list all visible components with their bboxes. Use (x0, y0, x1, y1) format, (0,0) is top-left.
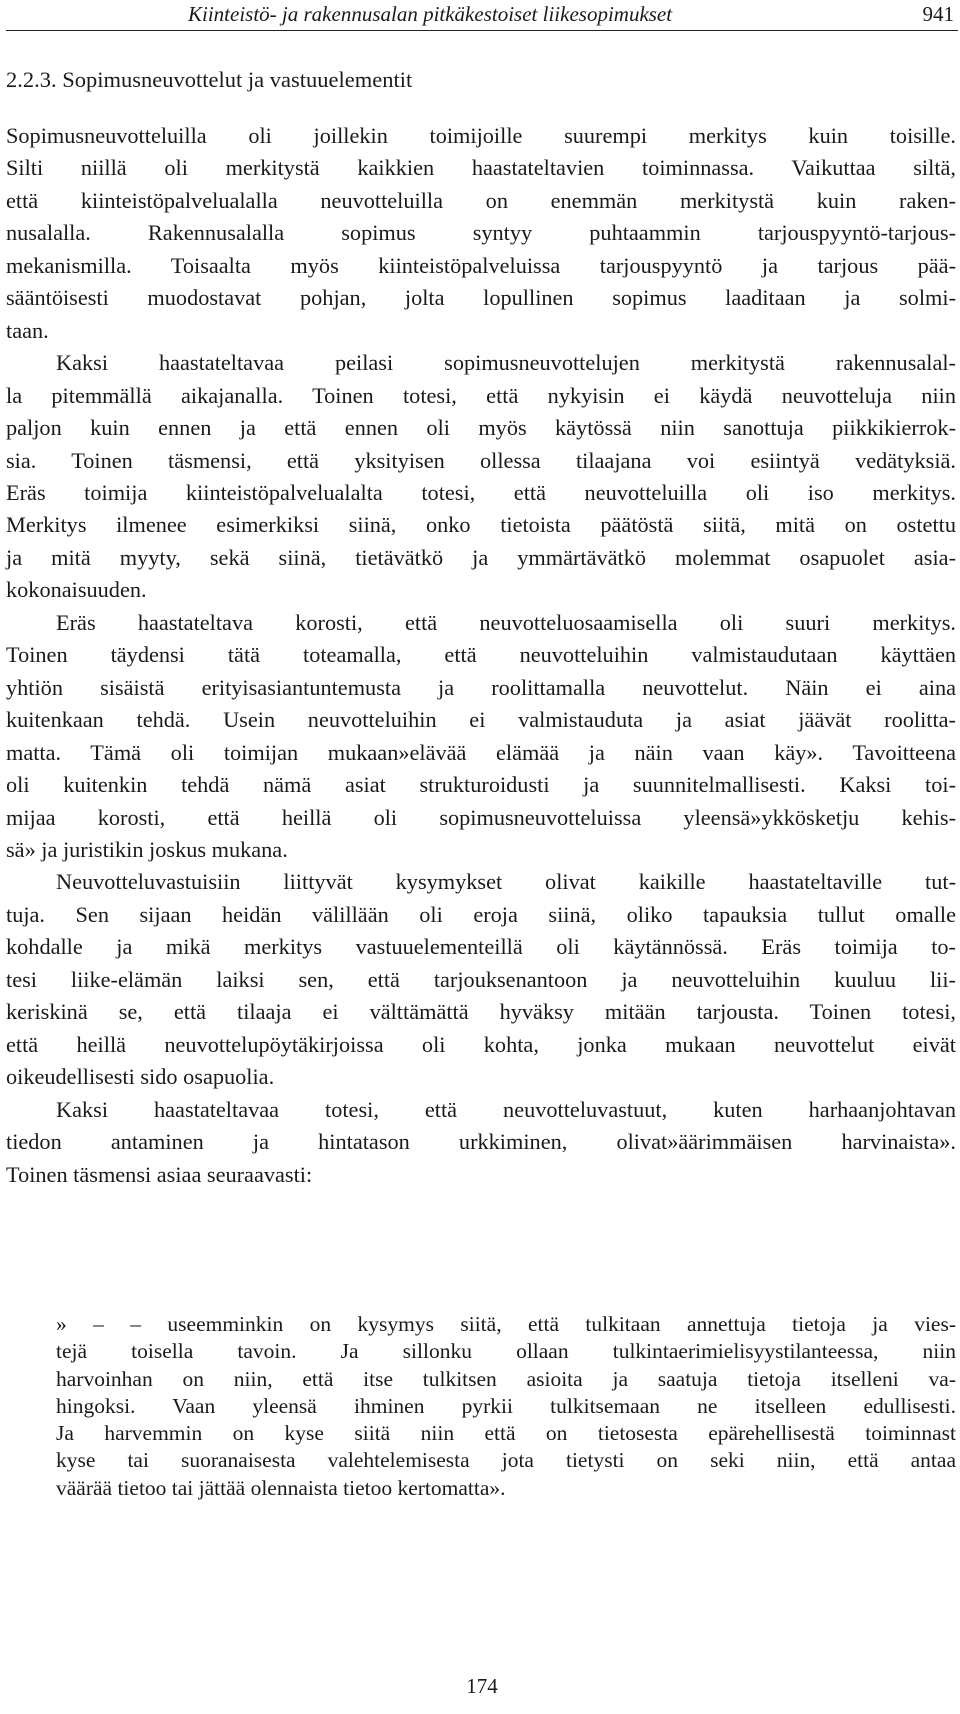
quote-line: kyse tai suoranaisesta valehtelemisesta jota tietysti on seki niin, että antaa (56, 1448, 956, 1473)
running-title: Kiinteistö- ja rakennusalan pitkäkestoiset liikesopimukset (188, 2, 673, 26)
text-line: mijaa korosti, että heillä oli sopimusneuvotteluissa yleensä»ykkösketju kehis- (6, 804, 956, 830)
running-header (6, 0, 958, 31)
quote-line: hingoksi. Vaan yleensä ihminen pyrkii tulkitsemaan ne itselleen edullisesti. (56, 1393, 956, 1418)
text-line: Silti niillä oli merkitystä kaikkien haastateltavien toiminnassa. Vaikuttaa siltä, (6, 155, 956, 181)
text-line: tuja. Sen sijaan heidän välillään oli eroja siinä, oliko tapauksia tullut omalle (6, 901, 956, 927)
text-line: Toinen täydensi tätä toteamalla, että neuvotteluihin valmistaudutaan käyttäen (6, 642, 956, 668)
text-line: mekanismilla. Toisaalta myös kiinteistöpalveluissa tarjouspyyntö ja tarjous pää- (6, 252, 956, 278)
text-line: tiedon antaminen ja hintatason urkkiminen, olivat»äärimmäisen harvinaista». (6, 1129, 956, 1155)
paragraph-1 (6, 120, 956, 347)
quote-line: väärää tietoo tai jättää olennaista tietoo kertomatta». (56, 1475, 506, 1500)
text-line: kokonaisuuden. (6, 577, 147, 603)
text-line: la pitemmällä aikajanalla. Toinen totesi, että nykyisin ei käydä neuvotteluja niin (6, 382, 956, 408)
text-line: matta. Tämä oli toimijan mukaan»elävää elämää ja näin vaan käy». Tavoitteena (6, 739, 956, 765)
text-line: Kaksi haastateltavaa totesi, että neuvotteluvastuut, kuten harhaanjohtavan (56, 1096, 956, 1122)
header-page-number: 941 (922, 2, 954, 26)
text-line: Eräs haastateltava korosti, että neuvotteluosaamisella oli suuri merkitys. (56, 609, 956, 635)
quote-line: » – – useemminkin on kysymys siitä, että tulkitaan annettuja tietoja ja vies- (56, 1312, 956, 1336)
quote-line: harvoinhan on niin, että itse tulkitsen asioita ja saatuja tietoja itselleni va- (56, 1366, 956, 1391)
paragraph-4 (6, 866, 956, 1093)
text-line: yhtiön sisäistä erityisasiantuntemusta ja roolittamalla neuvottelut. Näin ei aina (6, 674, 956, 700)
text-line: Merkitys ilmenee esimerkiksi siinä, onko tietoista päätöstä siitä, mitä on ostettu (6, 512, 956, 538)
text-line: nusalalla. Rakennusalalla sopimus syntyy puhtaammin tarjouspyyntö-tarjous- (6, 220, 956, 246)
text-line: oli kuitenkin tehdä nämä asiat strukturoidusti ja suunnitelmallisesti. Kaksi toi- (6, 772, 956, 798)
text-line: kohdalle ja mikä merkitys vastuuelementeillä oli käytännössä. Eräs toimija to- (6, 934, 956, 960)
text-line: että heillä neuvottelupöytäkirjoissa oli kohta, jonka mukaan neuvottelut eivät (6, 1031, 956, 1057)
text-line: sä» ja juristikin joskus mukana. (6, 836, 288, 862)
text-line: tesi liike-elämän laiksi sen, että tarjouksenantoon ja neuvotteluihin kuuluu lii- (6, 966, 956, 992)
text-line: sia. Toinen täsmensi, että yksityisen ollessa tilaajana voi esiintyä vedätyksiä. (6, 447, 956, 473)
text-line: kuitenkaan tehdä. Usein neuvotteluihin ei valmistauduta ja asiat jäävät roolitta- (6, 707, 956, 733)
interview-quote (56, 1311, 956, 1502)
paragraph-5 (6, 1094, 956, 1191)
text-line: Toinen täsmensi asiaa seuraavasti: (6, 1161, 313, 1187)
text-line: Kaksi haastateltavaa peilasi sopimusneuvottelujen merkitystä rakennusalal- (56, 350, 956, 376)
text-line: että kiinteistöpalvelualalla neuvotteluilla on enemmän merkitystä kuin raken- (6, 187, 956, 213)
quote-line: Ja harvemmin on kyse siitä niin että on tietosesta epärehellisestä toiminnast (56, 1421, 956, 1446)
paragraph-3 (6, 607, 956, 867)
body-text (6, 120, 956, 1191)
paragraph-2 (6, 347, 956, 607)
text-line: paljon kuin ennen ja että ennen oli myös käytössä niin sanottuja piikkikierrok- (6, 415, 956, 441)
text-line: oikeudellisesti sido osapuolia. (6, 1064, 275, 1090)
text-line: Sopimusneuvotteluilla oli joillekin toimijoille suurempi merkitys kuin toisille. (6, 123, 956, 148)
text-line: Eräs toimija kiinteistöpalvelualalta totesi, että neuvotteluilla oli iso merkitys. (6, 479, 956, 505)
text-line: keriskinä se, että tilaaja ei välttämättä hyväksy mitään tarjousta. Toinen totesi, (6, 999, 956, 1025)
footer-page-number: 174 (466, 1674, 498, 1698)
document-page (6, 0, 958, 1714)
text-line: taan. (6, 317, 49, 343)
text-line: ja mitä myyty, sekä siinä, tietävätkö ja ymmärtävätkö molemmat osapuolet asia- (6, 544, 956, 570)
text-line: Neuvotteluvastuisiin liittyvät kysymykset olivat kaikille haastateltaville tut- (56, 869, 956, 895)
section-heading: 2.2.3. Sopimusneuvottelut ja vastuuelementit (6, 67, 413, 92)
quote-line: tejä toisella tavoin. Ja sillonku ollaan tulkintaerimielisyystilanteessa, niin (56, 1339, 956, 1364)
text-line: sääntöisesti muodostavat pohjan, jolta lopullinen sopimus laaditaan ja solmi- (6, 285, 956, 311)
